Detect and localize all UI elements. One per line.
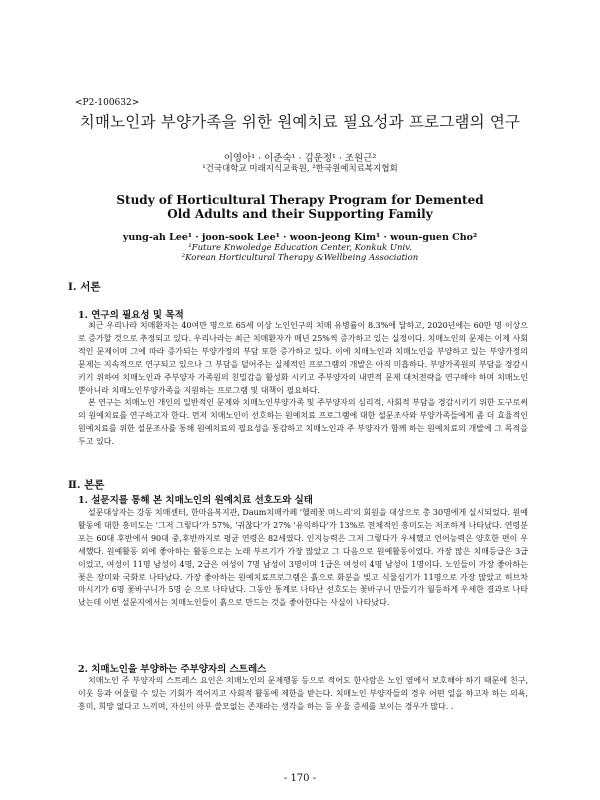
paragraph: 최근 우리나라 치매환자는 40여만 명으로 65세 이상 노인인구의 치매 유병률이 8.3%에 달하고, 2020년에는 60만 명 이상으로 증가할 것으로 추정되고 있다. 우리나라는 최근 치매환자가 매년 25%씩 증가하고 있는 실정이다. 치매노인의 문제는 이제 사회적인 문제이며 그에 따라 증가되는 부양가정의 부담 또한 증가하고 있다. 이에 치매노인과 치매노인을 부양하고 있는 부양가정의 문제는 지속적으로 연구되고 있으나 그 부담을 덜어주는 실제적인 프로그램의 개발은 아직 미흡하다. 부양가족원의 부담을 경감시키기 위하여 치매노인과 주부양자 가족원의 친밀감을 활성화 시키고 주부양자의 내면적 문제 대처전략을 연구해야 하며 치매노인뿐아니라 치매노인부양가족을 지원하는 프로그램 및 대책이 필요하다. bbox=[78, 321, 528, 395]
paragraph: 설문대상자는 강동 치매센터, 한마음복지관, Daum치매카페 '헬레꽃 며느리'의 회원을 대상으로 총 30명에게 실시되었다. 원예활동에 대한 흥미도는 '그저 그렇다'가 57%, '귀찮다'가 27% '유익하다'가 13%로 전체적인 흥미도는 저조하게 나타났다. 연령분포는 60대 후반에서 90대 중,후반까지로 평균 연령은 82세였다. 인지능력은 그저 그렇다가 우세했고 언어능력은 양호한 편이 우세했다. 원예활동 외에 좋아하는 활동으로는 노래 부르기가 가장 많았고 그 다음으로 원예활동이었다. 가장 많은 치매등급은 3급이었고, 여성이 11명 남성이 4명, 2급은 여성이 7명 남성이 3명이며 1급은 여성이 4명 남성이 1명이다. 노인들이 가장 좋아하는 꽃은 장미와 국화로 나타났다. 가장 좋아하는 원예치료프로그램은 흙으로 화분을 빚고 식물심기가 11명으로 가장 많았고 허브차 마시기가 6명 꽃바구니가 5명 순 으로 나타났다. 그동안 통계로 나타난 선호도는 꽃바구니 만들기가 월등하게 우세한 결과로 나타났는데 이번 설문지에서는 치매노인들이 흙으로 만드는 것을 좋아한다는 사실이 나타났다. bbox=[78, 508, 528, 608]
affiliations-english bbox=[0, 243, 600, 263]
title-english: Study of Horticultural Therapy Program for Demented Old Adults and their Supporting Family bbox=[116, 193, 484, 221]
paragraph: 치매노인 주 부양자의 스트레스 요인은 치매노인의 문제행동 등으로 적어도 한사람은 노인 옆에서 보호해야 하기 때문에 친구, 이웃 등과 어울릴 수 있는 기회가 적어지고 사회적 활동에 제한을 받는다. 치매노인 부양자들의 경우 어떤 일을 하고자 하는 의욕, 흥미, 희망 없다고 느끼며, 자신이 아무 쓸모없는 존재라는 생각을 하는 등 우울 증세를 보이는 경우가 많다. . bbox=[78, 676, 528, 711]
paragraph: 본 연구는 치매노인 개인의 일반적인 문제와 치매노인부양가족 및 주부양자의 심리적, 사회적 부담을 경감시키기 위한 도구로써의 원예치료를 연구하고자 한다. 먼저 치매노인이 선호하는 원예치료 프로그램에 대한 설문조사와 부양가족들에게 좀 더 효율적인 원예치료를 위한 설문조사를 통해 원예치료의 필요성을 통감하고 치매노인과 주 부양자가 함께 하는 원예치료의 개발에 그 목적을 두고 있다. bbox=[78, 398, 528, 447]
subsection-heading-intro-1: 1. 연구의 필요성 및 목적 bbox=[78, 310, 184, 321]
affiliation-en-1: ¹Future Knwoledge Education Center, Konkuk Univ. bbox=[188, 243, 412, 253]
authors-english: yung-ah Lee¹ · joon-sook Lee¹ · woon-jeong Kim¹ · woun-guen Cho² bbox=[122, 232, 478, 243]
page-number: - 170 - bbox=[283, 773, 317, 784]
title-korean: 치매노인과 부양가족을 위한 원예치료 필요성과 프로그램의 연구 bbox=[79, 113, 521, 131]
paper-code: <P2-100632> bbox=[75, 98, 140, 108]
affiliations-korean: ¹건국대학교 미래지식교육원, ²한국원예치료복지협회 bbox=[202, 164, 398, 174]
subsection-heading-body-1: 1. 설문지를 통해 본 치매노인의 원예치료 선호도와 실태 bbox=[78, 495, 313, 506]
paragraph-block-body-1 bbox=[78, 507, 528, 610]
section-heading-intro: Ⅰ. 서론 bbox=[68, 281, 101, 293]
authors-korean: 이영아¹ · 이준숙¹ · 김운정¹ · 조원근² bbox=[223, 153, 377, 164]
paragraph-block-body-2 bbox=[78, 675, 528, 714]
subsection-heading-body-2: 2. 치매노인을 부양하는 주부양자의 스트레스 bbox=[78, 664, 267, 675]
section-heading-body: Ⅱ. 본론 bbox=[68, 479, 105, 491]
paragraph-block-intro bbox=[78, 320, 528, 449]
affiliation-en-2: ²Korean Horticultural Therapy &Wellbeing Association bbox=[181, 253, 419, 263]
